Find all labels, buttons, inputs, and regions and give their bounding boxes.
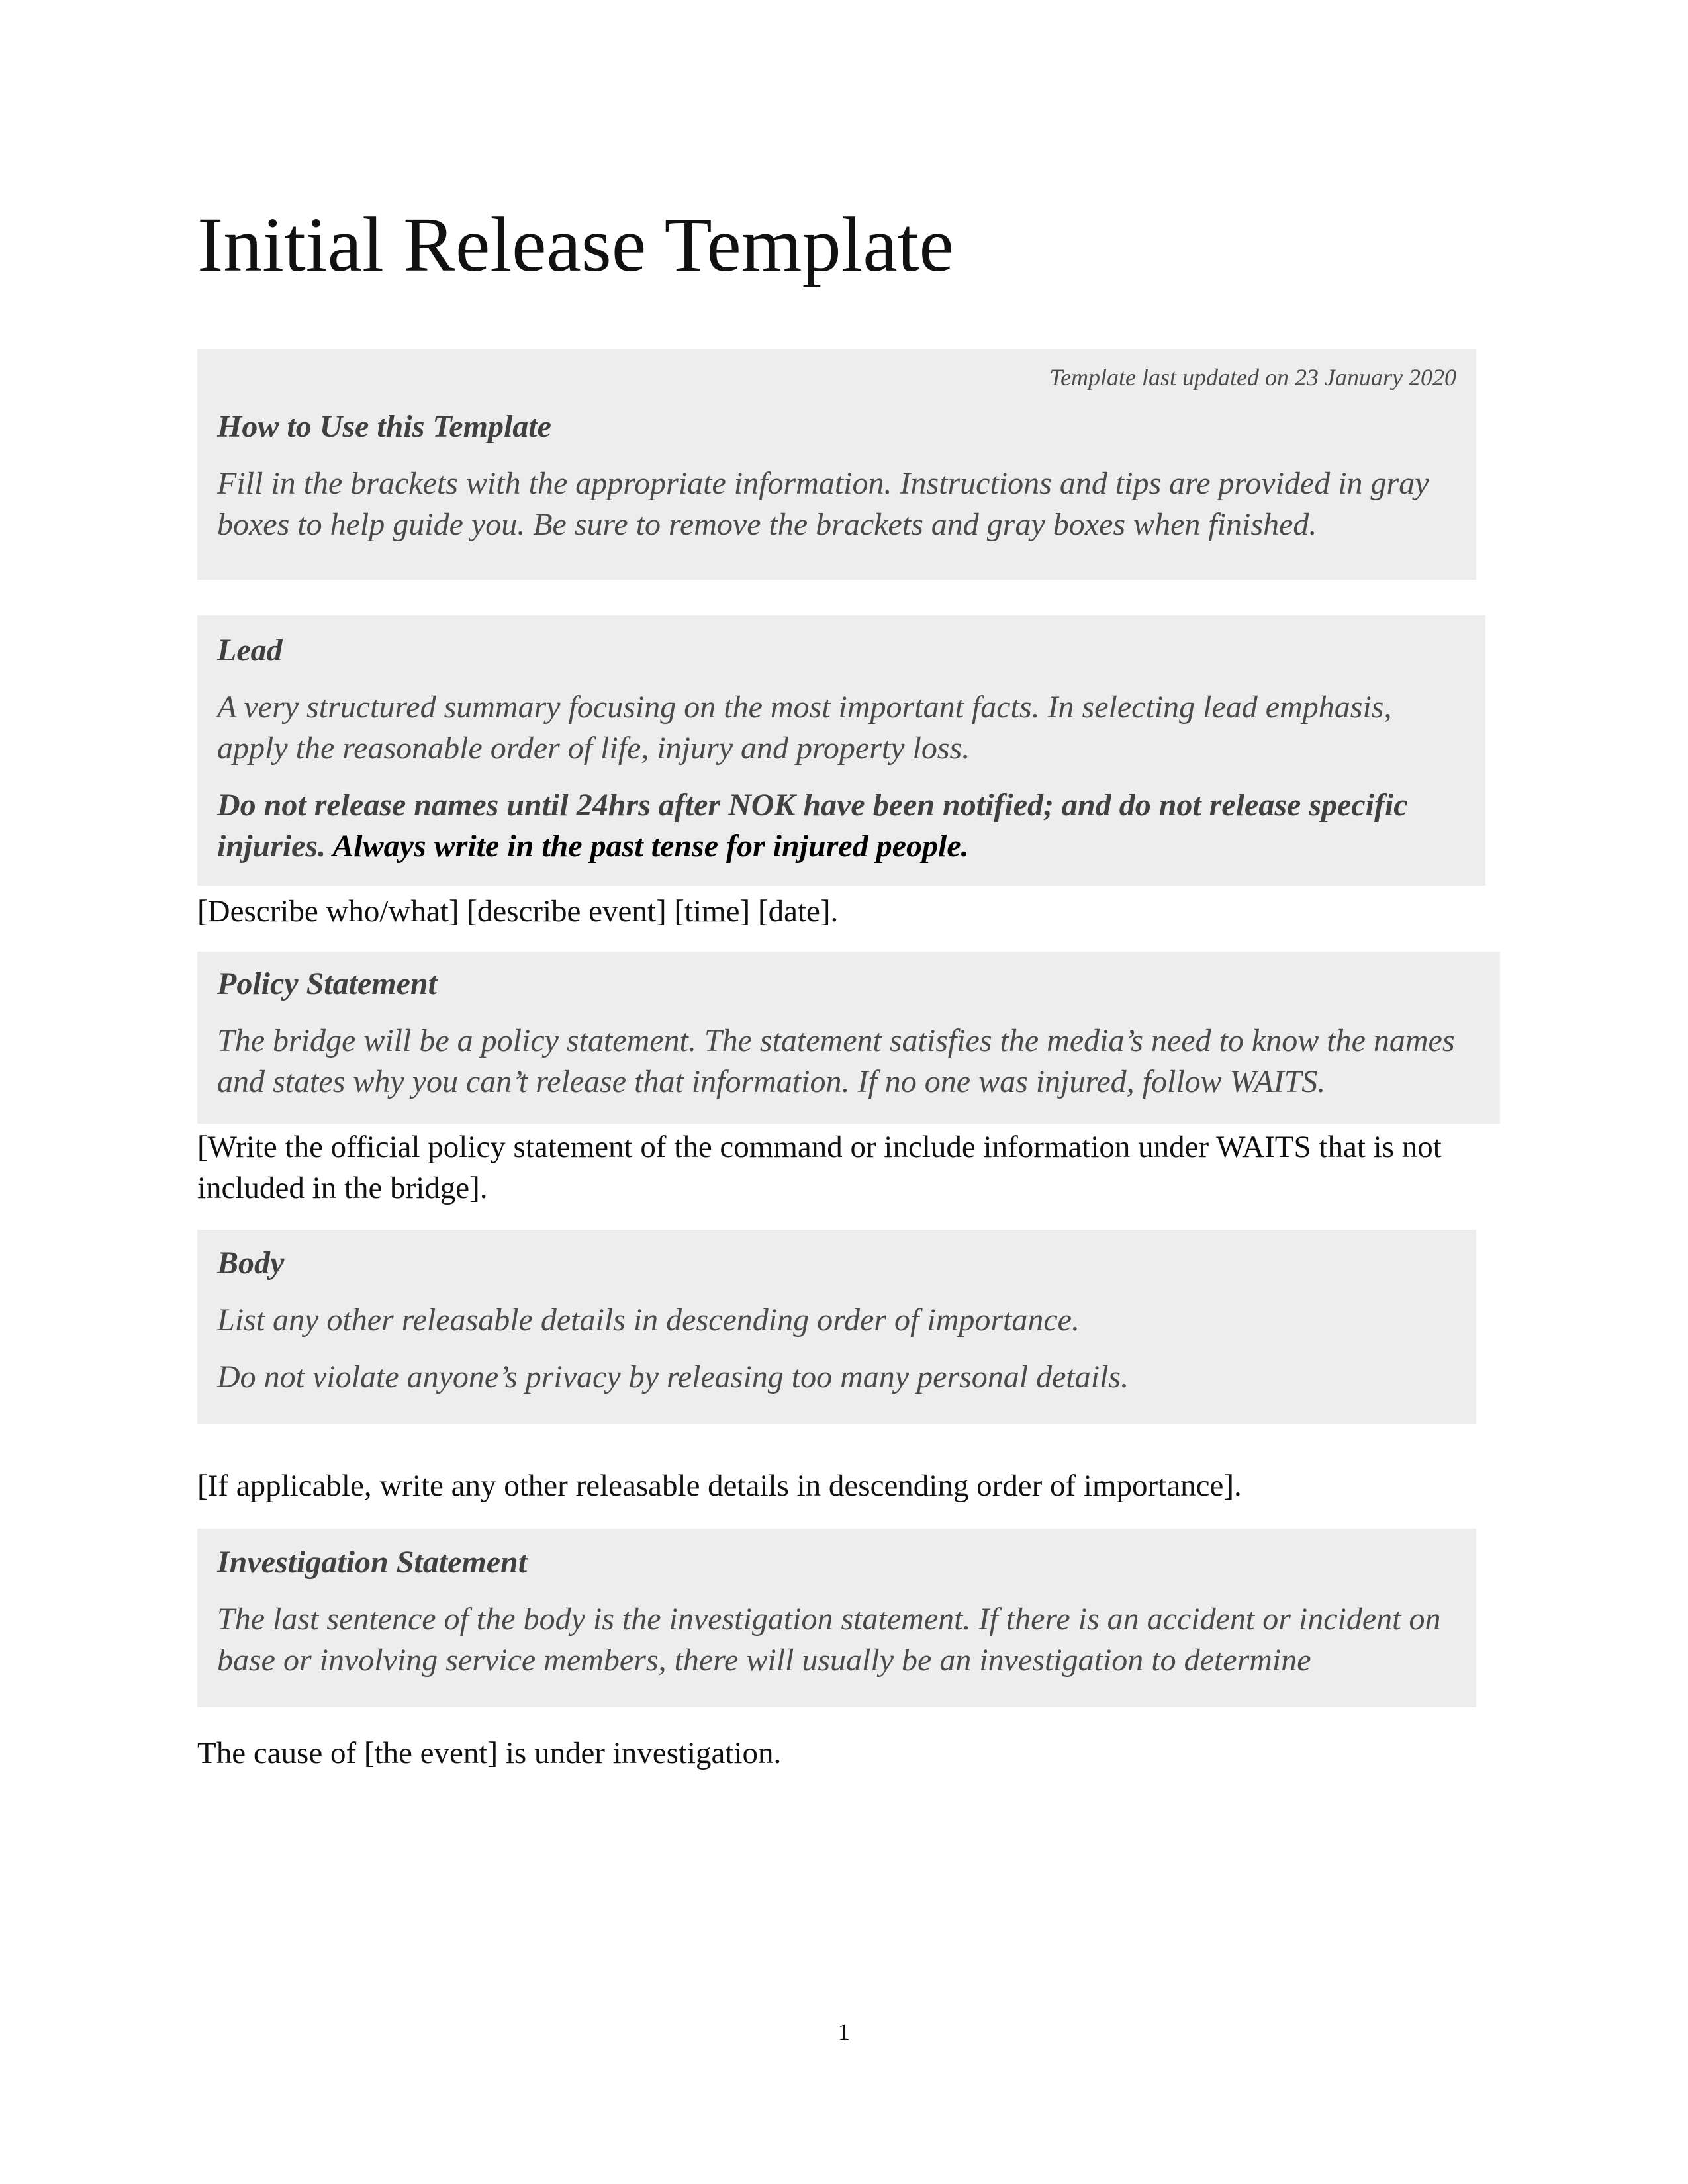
- last-updated-note: Template last updated on 23 January 2020: [1049, 364, 1456, 390]
- page-number: 1: [838, 2019, 850, 2045]
- investigation-statement-text: The last sentence of the body is the investigation statement. If there is an accident or incident on base or involving service members, there will usually be an investigation to determine: [217, 1602, 1441, 1678]
- lead-warning: [217, 785, 1466, 867]
- lead-fill-text: [Describe who/what] [describe event] [time] [date].: [197, 894, 839, 929]
- investigation-statement-box: [197, 1529, 1476, 1707]
- body-text-2: Do not violate anyone’s privacy by releasing too many personal details.: [217, 1359, 1129, 1394]
- page-title: Initial Release Template: [197, 201, 954, 288]
- how-to-use-text: Fill in the brackets with the appropriate information. Instructions and tips are provided in gray boxes to help guide you. Be sure to remove the brackets and gray boxes when finished.: [217, 466, 1429, 542]
- body-text-1: List any other releasable details in descending order of importance.: [217, 1302, 1080, 1338]
- how-to-use-box: [197, 349, 1476, 580]
- policy-statement-text: The bridge will be a policy statement. The statement satisfies the media’s need to know the names and states why you can’t release that information. If no one was injured, follow WAITS.: [217, 1023, 1455, 1099]
- lead-heading: Lead: [217, 633, 283, 668]
- investigation-statement-heading: Investigation Statement: [217, 1545, 528, 1580]
- lead-text: A very structured summary focusing on the most important facts. In selecting lead emphasis, apply the reasonable order of life, injury and property loss.: [217, 690, 1392, 766]
- body-heading: Body: [217, 1246, 285, 1281]
- lead-warning-emphasis: Always write in the past tense for injured people.: [332, 829, 969, 864]
- lead-box: [197, 615, 1485, 886]
- body-box: [197, 1230, 1476, 1424]
- lead-warning-text: Do not release names until 24hrs after NOK have been notified; and do not release specific injuries.: [217, 788, 1408, 864]
- how-to-use-heading: How to Use this Template: [217, 409, 551, 444]
- policy-statement-heading: Policy Statement: [217, 966, 437, 1001]
- policy-statement-box: [197, 952, 1500, 1124]
- investigation-fill-text: The cause of [the event] is under investigation.: [197, 1736, 782, 1770]
- body-fill-text: [If applicable, write any other releasable details in descending order of importance].: [197, 1469, 1242, 1503]
- policy-fill-text: [Write the official policy statement of the command or include information under WAITS that is not included in the bridge].: [197, 1130, 1442, 1205]
